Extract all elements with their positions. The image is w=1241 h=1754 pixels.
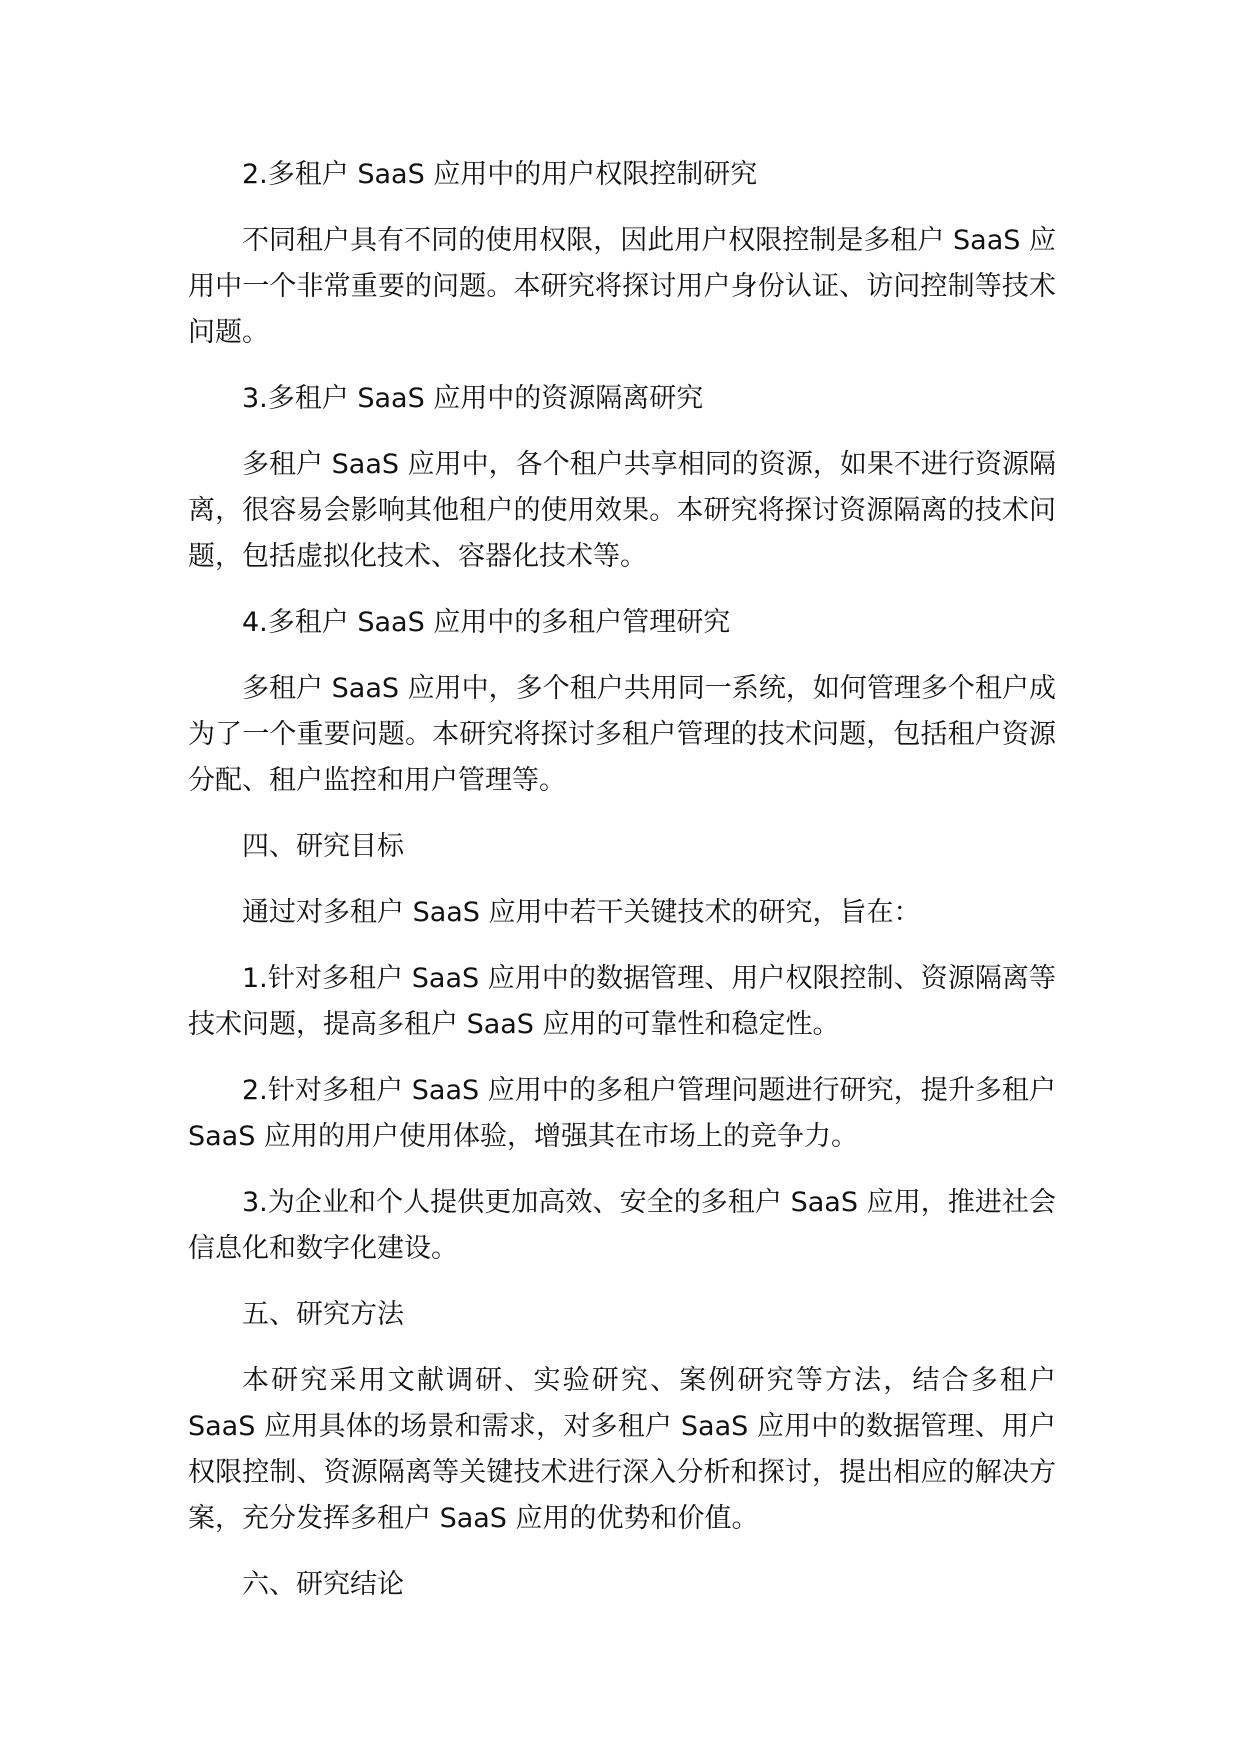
paragraph: 本研究采用文献调研、实验研究、案例研究等方法，结合多租户 SaaS 应用具体的场景和需求，对多租户 SaaS 应用中的数据管理、用户权限控制、资源隔离等关键技术进行深入分析和探讨，提出相应的解决方案，充分发挥多租户 SaaS 应用的优势和价值。	[188, 1365, 1056, 1534]
paragraph: 多租户 SaaS 应用中，多个租户共用同一系统，如何管理多个租户成为了一个重要问题。本研究将探讨多租户管理的技术问题，包括租户资源分配、租户监控和用户管理等。	[188, 673, 1056, 796]
section-heading: 3.多租户 SaaS 应用中的资源隔离研究	[242, 383, 704, 414]
paragraph: 多租户 SaaS 应用中，各个租户共享相同的资源，如果不进行资源隔离，很容易会影响其他租户的使用效果。本研究将探讨资源隔离的技术问题，包括虚拟化技术、容器化技术等。	[188, 449, 1056, 572]
section-heading: 四、研究目标	[242, 831, 404, 862]
paragraph: 不同租户具有不同的使用权限，因此用户权限控制是多租户 SaaS 应用中一个非常重要的问题。本研究将探讨用户身份认证、访问控制等技术问题。	[188, 225, 1056, 348]
paragraph: 1.针对多租户 SaaS 应用中的数据管理、用户权限控制、资源隔离等技术问题，提高多租户 SaaS 应用的可靠性和稳定性。	[188, 963, 1056, 1040]
paragraph: 通过对多租户 SaaS 应用中若干关键技术的研究，旨在：	[242, 897, 921, 928]
section-heading: 六、研究结论	[242, 1569, 404, 1600]
section-heading: 五、研究方法	[242, 1299, 404, 1330]
paragraph: 2.针对多租户 SaaS 应用中的多租户管理问题进行研究，提升多租户 SaaS 应用的用户使用体验，增强其在市场上的竞争力。	[188, 1075, 1056, 1152]
document-body	[188, 152, 1056, 1628]
section-heading: 4.多租户 SaaS 应用中的多租户管理研究	[242, 607, 731, 638]
paragraph: 3.为企业和个人提供更加高效、安全的多租户 SaaS 应用，推进社会信息化和数字化建设。	[188, 1187, 1056, 1264]
section-heading: 2.多租户 SaaS 应用中的用户权限控制研究	[242, 159, 758, 190]
